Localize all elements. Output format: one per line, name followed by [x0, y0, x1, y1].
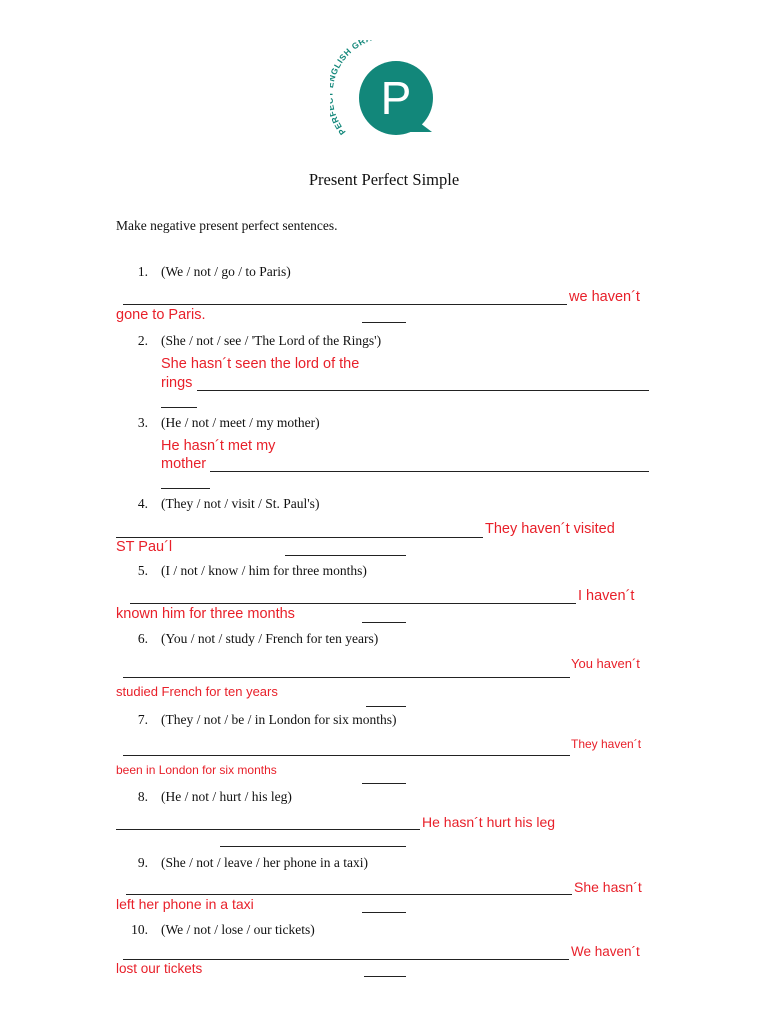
- answer-line-short[interactable]: [161, 488, 210, 489]
- answer-line[interactable]: [197, 390, 649, 391]
- answer-text: we haven´t: [569, 289, 640, 305]
- page-title: Present Perfect Simple: [308, 170, 460, 189]
- answer-line-short[interactable]: [220, 846, 406, 847]
- answer-line-short[interactable]: [285, 555, 406, 556]
- answer-line-short[interactable]: [161, 407, 197, 408]
- answer-line[interactable]: [123, 959, 569, 960]
- answer-text: They haven´t visited: [485, 521, 615, 537]
- exercise-number: 7.: [137, 712, 148, 727]
- exercise-prompt: (She / not / see / 'The Lord of the Rings'): [161, 333, 382, 348]
- exercise-prompt: (You / not / study / French for ten years): [161, 631, 379, 646]
- answer-text-continued: ST Pau´l: [116, 539, 173, 555]
- answer-line-short[interactable]: [366, 706, 406, 707]
- answer-line-short[interactable]: [362, 912, 406, 913]
- answer-line[interactable]: [123, 304, 567, 305]
- exercise-number: 6.: [137, 631, 148, 646]
- exercise-prompt: (They / not / visit / St. Paul's): [161, 496, 320, 511]
- answer-text: He hasn´t met my: [161, 438, 276, 454]
- answer-text: You haven´t: [571, 656, 640, 671]
- answer-line[interactable]: [123, 677, 570, 678]
- answer-text-continued: been in London for six months: [116, 763, 277, 777]
- answer-text: I haven´t: [578, 588, 635, 604]
- answer-text: She hasn´t seen the lord of the: [161, 356, 360, 372]
- answer-text-continued: studied French for ten years: [116, 684, 278, 699]
- answer-line-short[interactable]: [364, 976, 406, 977]
- logo-letter: P: [380, 72, 412, 124]
- exercise-number: 1.: [137, 264, 148, 279]
- answer-line[interactable]: [130, 603, 576, 604]
- exercise-number: 9.: [137, 855, 148, 870]
- exercise-prompt: (We / not / lose / our tickets): [161, 922, 315, 937]
- answer-text-continued: mother: [161, 456, 207, 472]
- exercise-prompt: (They / not / be / in London for six months): [161, 712, 397, 727]
- exercise-number: 8.: [137, 789, 148, 804]
- answer-line-short[interactable]: [362, 622, 406, 623]
- exercise-number: 4.: [137, 496, 148, 511]
- exercise-prompt: (He / not / meet / my mother): [161, 415, 320, 430]
- answer-text: We haven´t: [571, 944, 640, 959]
- exercise-prompt: (She / not / leave / her phone in a taxi): [161, 855, 368, 870]
- exercise-prompt: (He / not / hurt / his leg): [161, 789, 292, 804]
- answer-text-continued: left her phone in a taxi: [116, 896, 254, 912]
- answer-line-short[interactable]: [362, 322, 406, 323]
- exercise-number: 10.: [131, 922, 148, 937]
- answer-line[interactable]: [123, 755, 570, 756]
- answer-line[interactable]: [116, 537, 483, 538]
- logo-arc-text: PER LISH GR: [330, 40, 368, 137]
- exercise-number: 2.: [137, 333, 148, 348]
- perfect-english-grammar-logo: [330, 40, 440, 140]
- answer-text: They haven´t: [571, 737, 642, 751]
- answer-text-continued: rings: [161, 375, 193, 391]
- answer-line-short[interactable]: [362, 783, 406, 784]
- answer-text-continued: known him for three months: [116, 606, 295, 622]
- answer-line[interactable]: [210, 471, 649, 472]
- answer-text: He hasn´t hurt his leg: [422, 814, 556, 830]
- exercise-prompt: (We / not / go / to Paris): [161, 264, 291, 279]
- answer-text-continued: gone to Paris.: [116, 307, 206, 323]
- answer-text-continued: lost our tickets: [116, 961, 203, 976]
- exercise-prompt: (I / not / know / him for three months): [161, 563, 367, 578]
- answer-text: She hasn´t: [574, 879, 642, 895]
- answer-line[interactable]: [126, 894, 572, 895]
- answer-line[interactable]: [116, 829, 420, 830]
- exercise-number: 5.: [137, 563, 148, 578]
- instructions: Make negative present perfect sentences.: [116, 218, 338, 233]
- exercise-number: 3.: [137, 415, 148, 430]
